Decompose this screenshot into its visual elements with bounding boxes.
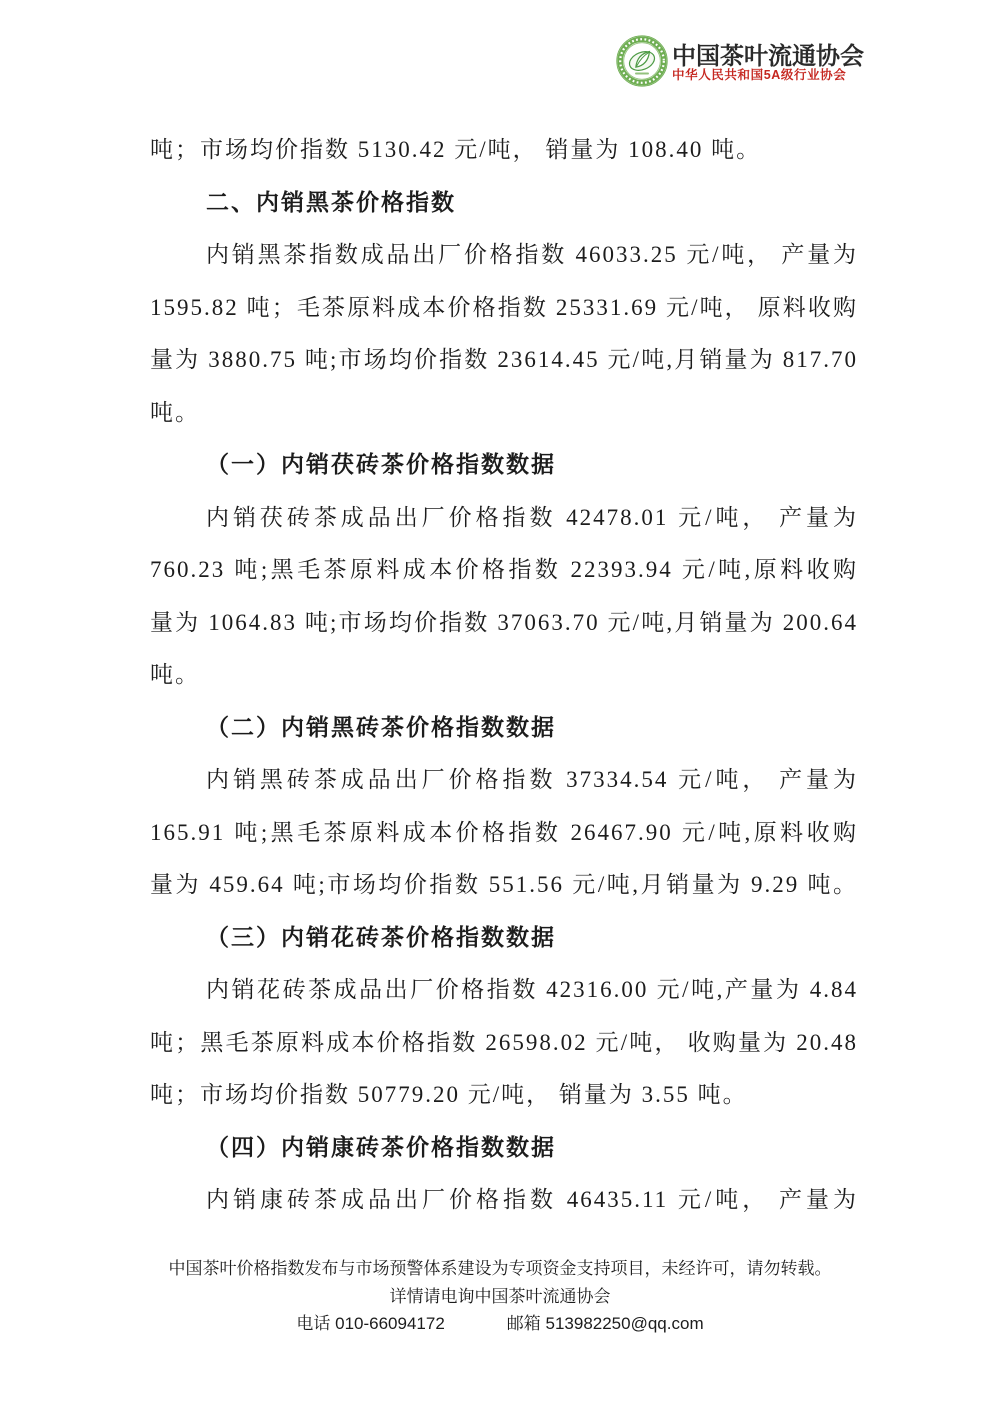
paragraph-line: 165.91 吨;黑毛茶原料成本价格指数 26467.90 元/吨,原料收购 [150, 819, 858, 845]
paragraph-line: 内销黑砖茶成品出厂价格指数 37334.54 元/吨， 产量为 [206, 767, 858, 792]
paragraph-line: 内销茯砖茶成品出厂价格指数 42478.01 元/吨， 产量为 [206, 504, 858, 530]
footer-phone: 电话 010-66094172 [296, 1314, 445, 1333]
paragraph-line: 量为 1064.83 吨;市场均价指数 37063.70 元/吨,月销量为 200.64 [150, 609, 858, 635]
paragraph-line: 吨。 [150, 399, 200, 425]
paragraph-line: 吨；黑毛茶原料成本价格指数 26598.02 元/吨， 收购量为 20.48 [150, 1029, 858, 1055]
org-subtitle: 中华人民共和国5A级行业协会 [672, 68, 847, 82]
footer-contact-note: 详情请电询中国茶叶流通协会 [389, 1286, 611, 1306]
page-footer [0, 1255, 1000, 1338]
paragraph-line: 量为 459.64 吨;市场均价指数 551.56 元/吨,月销量为 9.29 吨。 [150, 872, 858, 897]
paragraph-line: 内销黑茶指数成品出厂价格指数 46033.25 元/吨， 产量为 [206, 242, 858, 267]
paragraph-line: 1595.82 吨；毛茶原料成本价格指数 25331.69 元/吨， 原料收购 [150, 294, 858, 320]
footer-email: 邮箱 513982250@qq.com [506, 1314, 704, 1333]
paragraph-line: 760.23 吨;黑毛茶原料成本价格指数 22393.94 元/吨,原料收购 [150, 557, 858, 582]
sub-heading-heizhuan: （二）内销黑砖茶价格指数数据 [206, 714, 556, 740]
footer-disclaimer: 中国茶叶价格指数发布与市场预警体系建设为专项资金支持项目，未经许可，请勿转载。 [168, 1259, 832, 1278]
footer-contacts [0, 1310, 1000, 1338]
continuation-line: 吨；市场均价指数 5130.42 元/吨， 销量为 108.40 吨。 [150, 137, 762, 162]
sub-heading-fuzhuan: （一）内销茯砖茶价格指数数据 [206, 452, 556, 477]
sub-heading-huazhuan: （三）内销花砖茶价格指数数据 [206, 924, 556, 950]
document-body [150, 124, 858, 1227]
tea-association-logo-icon [615, 34, 669, 88]
paragraph-line: 内销康砖茶成品出厂价格指数 46435.11 元/吨， 产量为 [206, 1187, 858, 1212]
association-logo [615, 34, 669, 88]
paragraph-line: 内销花砖茶成品出厂价格指数 42316.00 元/吨,产量为 4.84 [206, 977, 858, 1002]
org-title: 中国茶叶流通协会 [672, 44, 864, 70]
section-heading-black-tea: 二、内销黑茶价格指数 [206, 189, 456, 215]
sub-heading-kangzhuan: （四）内销康砖茶价格指数数据 [206, 1134, 556, 1160]
paragraph-line: 吨。 [150, 662, 200, 687]
paragraph-line: 吨；市场均价指数 50779.20 元/吨， 销量为 3.55 吨。 [150, 1082, 748, 1107]
paragraph-line: 量为 3880.75 吨;市场均价指数 23614.45 元/吨,月销量为 817.70 [150, 347, 858, 372]
